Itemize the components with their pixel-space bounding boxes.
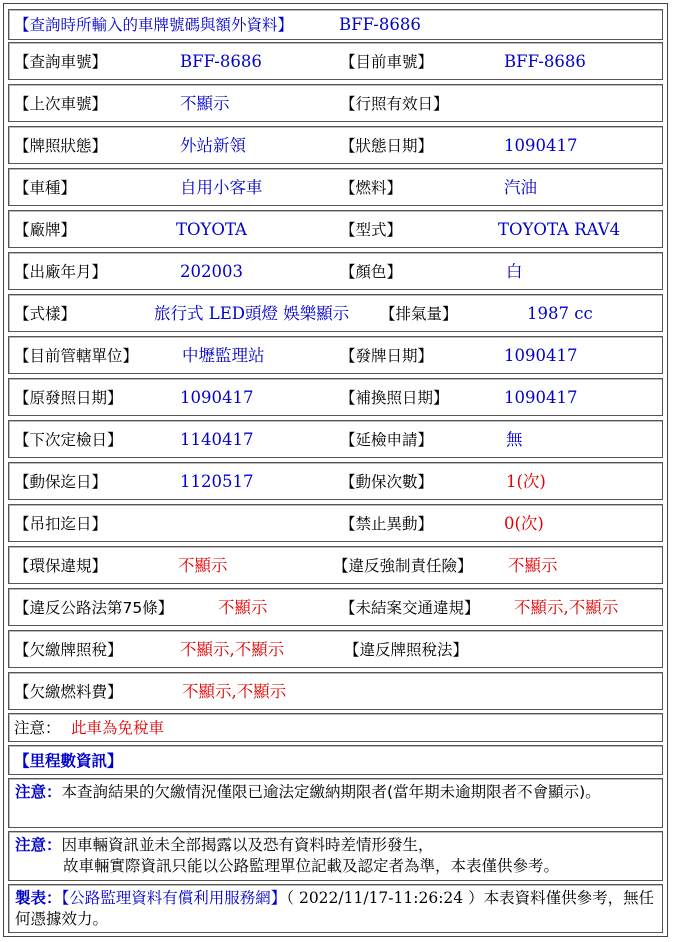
disclaimer-notice-line2: 故車輛實際資訊只能以公路監理單位記載及認定者為準，本表僅供參考。 — [63, 857, 560, 875]
label-unpaid-fuel-fee: 【欠繳燃料費】 — [14, 683, 123, 701]
unpaid-notice-label: 注意： — [15, 783, 62, 801]
footer-disclaimer: 本表資料僅供參考，無任何憑據效力。 — [15, 889, 655, 928]
label-transfer-ban: 【禁止異動】 — [340, 515, 434, 533]
label-open-traffic-violation: 【未結案交通違規】 — [340, 599, 480, 617]
value-original-license-date: 1090417 — [180, 388, 254, 407]
label-next-inspection: 【下次定檢日】 — [14, 431, 123, 449]
report-footer — [8, 884, 663, 933]
disclaimer-notice — [8, 831, 663, 881]
footer-timestamp: （ 2022/11/17-11:26:24 ） — [286, 889, 484, 907]
label-previous-plate: 【上次車號】 — [14, 95, 108, 113]
tax-exempt-note — [8, 713, 663, 742]
label-mortgage-end-date: 【動保迄日】 — [14, 473, 108, 491]
value-brand: TOYOTA — [176, 220, 247, 239]
value-displacement: 1987 cc — [527, 304, 593, 323]
value-unpaid-fuel-fee: 不顯示,不顯示 — [182, 682, 287, 701]
unpaid-notice — [8, 778, 663, 828]
label-query-plate: 【查詢車號】 — [14, 53, 108, 71]
label-environmental-violation: 【環保違規】 — [14, 557, 108, 575]
value-issue-date: 1090417 — [504, 346, 578, 365]
footer-service-name: 【公路監理資料有償利用服務網】 — [61, 889, 287, 907]
label-license-valid-date: 【行照有效日】 — [340, 95, 449, 113]
row-jurisdiction — [8, 336, 663, 374]
value-insurance-violation: 不顯示 — [508, 556, 558, 575]
label-color: 【顏色】 — [340, 263, 403, 281]
value-fuel: 汽油 — [504, 178, 537, 197]
row-plate — [8, 42, 663, 80]
value-vehicle-type: 自用小客車 — [180, 178, 263, 197]
value-environmental-violation: 不顯示 — [178, 556, 228, 575]
row-environmental — [8, 546, 663, 584]
value-plate-status: 外站新領 — [180, 136, 246, 155]
label-status-date: 【狀態日期】 — [340, 137, 434, 155]
label-vehicle-type: 【車種】 — [14, 179, 77, 197]
row-fuel-fee — [8, 672, 663, 710]
label-plate-status: 【牌照狀態】 — [14, 137, 108, 155]
label-brand: 【廠牌】 — [14, 221, 77, 239]
row-chattel-mortgage — [8, 462, 663, 500]
label-highway-act-violation: 【違反公路法第75條】 — [14, 599, 174, 617]
label-unpaid-license-tax: 【欠繳牌照稅】 — [14, 641, 123, 659]
label-mortgage-count: 【動保次數】 — [340, 473, 434, 491]
disclaimer-notice-label: 注意： — [15, 836, 62, 854]
label-suspension-end-date: 【吊扣迄日】 — [14, 515, 108, 533]
tax-exempt-note-label: 注意： — [14, 719, 61, 737]
label-original-license-date: 【原發照日期】 — [14, 389, 123, 407]
unpaid-notice-text: 本查詢結果的欠繳情況僅限已逾法定繳納期限者(當年期未逾期限者不會顯示)。 — [61, 783, 601, 801]
label-license-tax-violation: 【違反牌照稅法】 — [344, 641, 469, 659]
query-header — [8, 9, 663, 40]
label-issue-date: 【發牌日期】 — [340, 347, 434, 365]
value-query-plate: BFF-8686 — [180, 52, 262, 71]
row-manufacture-date — [8, 252, 663, 290]
value-color: 白 — [506, 262, 523, 281]
value-unpaid-license-tax: 不顯示,不顯示 — [180, 640, 285, 659]
value-jurisdiction: 中壢監理站 — [182, 346, 265, 365]
value-style: 旅行式 LED頭燈 娛樂顯示 — [154, 304, 350, 323]
footer-label: 製表： — [15, 889, 62, 907]
row-style — [8, 294, 663, 332]
row-previous-plate — [8, 84, 663, 122]
value-status-date: 1090417 — [504, 136, 578, 155]
row-license-tax — [8, 630, 663, 668]
label-displacement: 【排氣量】 — [380, 305, 458, 323]
value-open-traffic-violation: 不顯示,不顯示 — [514, 598, 619, 617]
value-current-plate: BFF-8686 — [504, 52, 586, 71]
query-header-title: 【查詢時所輸入的車牌號碼與額外資料】 — [14, 16, 294, 34]
mileage-section-title: 【里程數資訊】 — [14, 752, 123, 770]
label-style: 【式樣】 — [14, 305, 77, 323]
mileage-section — [8, 745, 663, 775]
value-previous-plate: 不顯示 — [180, 94, 230, 113]
label-current-plate: 【目前車號】 — [340, 53, 434, 71]
value-highway-act-violation: 不顯示 — [218, 598, 268, 617]
row-brand — [8, 210, 663, 248]
row-original-license-date — [8, 378, 663, 416]
label-jurisdiction: 【目前管轄單位】 — [14, 347, 139, 365]
row-suspension — [8, 504, 663, 542]
query-header-plate: BFF-8686 — [339, 15, 421, 34]
label-manufacture-date: 【出廠年月】 — [14, 263, 108, 281]
value-manufacture-date: 202003 — [180, 262, 243, 281]
label-insurance-violation: 【違反強制責任險】 — [333, 557, 473, 575]
value-reissue-date: 1090417 — [504, 388, 578, 407]
value-transfer-ban: 0(次) — [504, 514, 544, 533]
row-plate-status — [8, 126, 663, 164]
value-inspection-extension: 無 — [506, 430, 523, 449]
value-mortgage-end-date: 1120517 — [180, 472, 254, 491]
vehicle-info-panel — [3, 3, 668, 937]
label-model: 【型式】 — [340, 221, 403, 239]
disclaimer-notice-line1: 因車輛資訊並未全部揭露以及恐有資料時差情形發生， — [61, 836, 434, 854]
label-fuel: 【燃料】 — [340, 179, 403, 197]
label-inspection-extension: 【延檢申請】 — [340, 431, 434, 449]
label-reissue-date: 【補換照日期】 — [340, 389, 449, 407]
row-vehicle-type — [8, 168, 663, 206]
row-highway-act — [8, 588, 663, 626]
value-next-inspection: 1140417 — [180, 430, 254, 449]
tax-exempt-note-text: 此車為免稅車 — [71, 719, 165, 737]
row-inspection — [8, 420, 663, 458]
value-model: TOYOTA RAV4 — [498, 220, 621, 239]
value-mortgage-count: 1(次) — [506, 472, 546, 491]
